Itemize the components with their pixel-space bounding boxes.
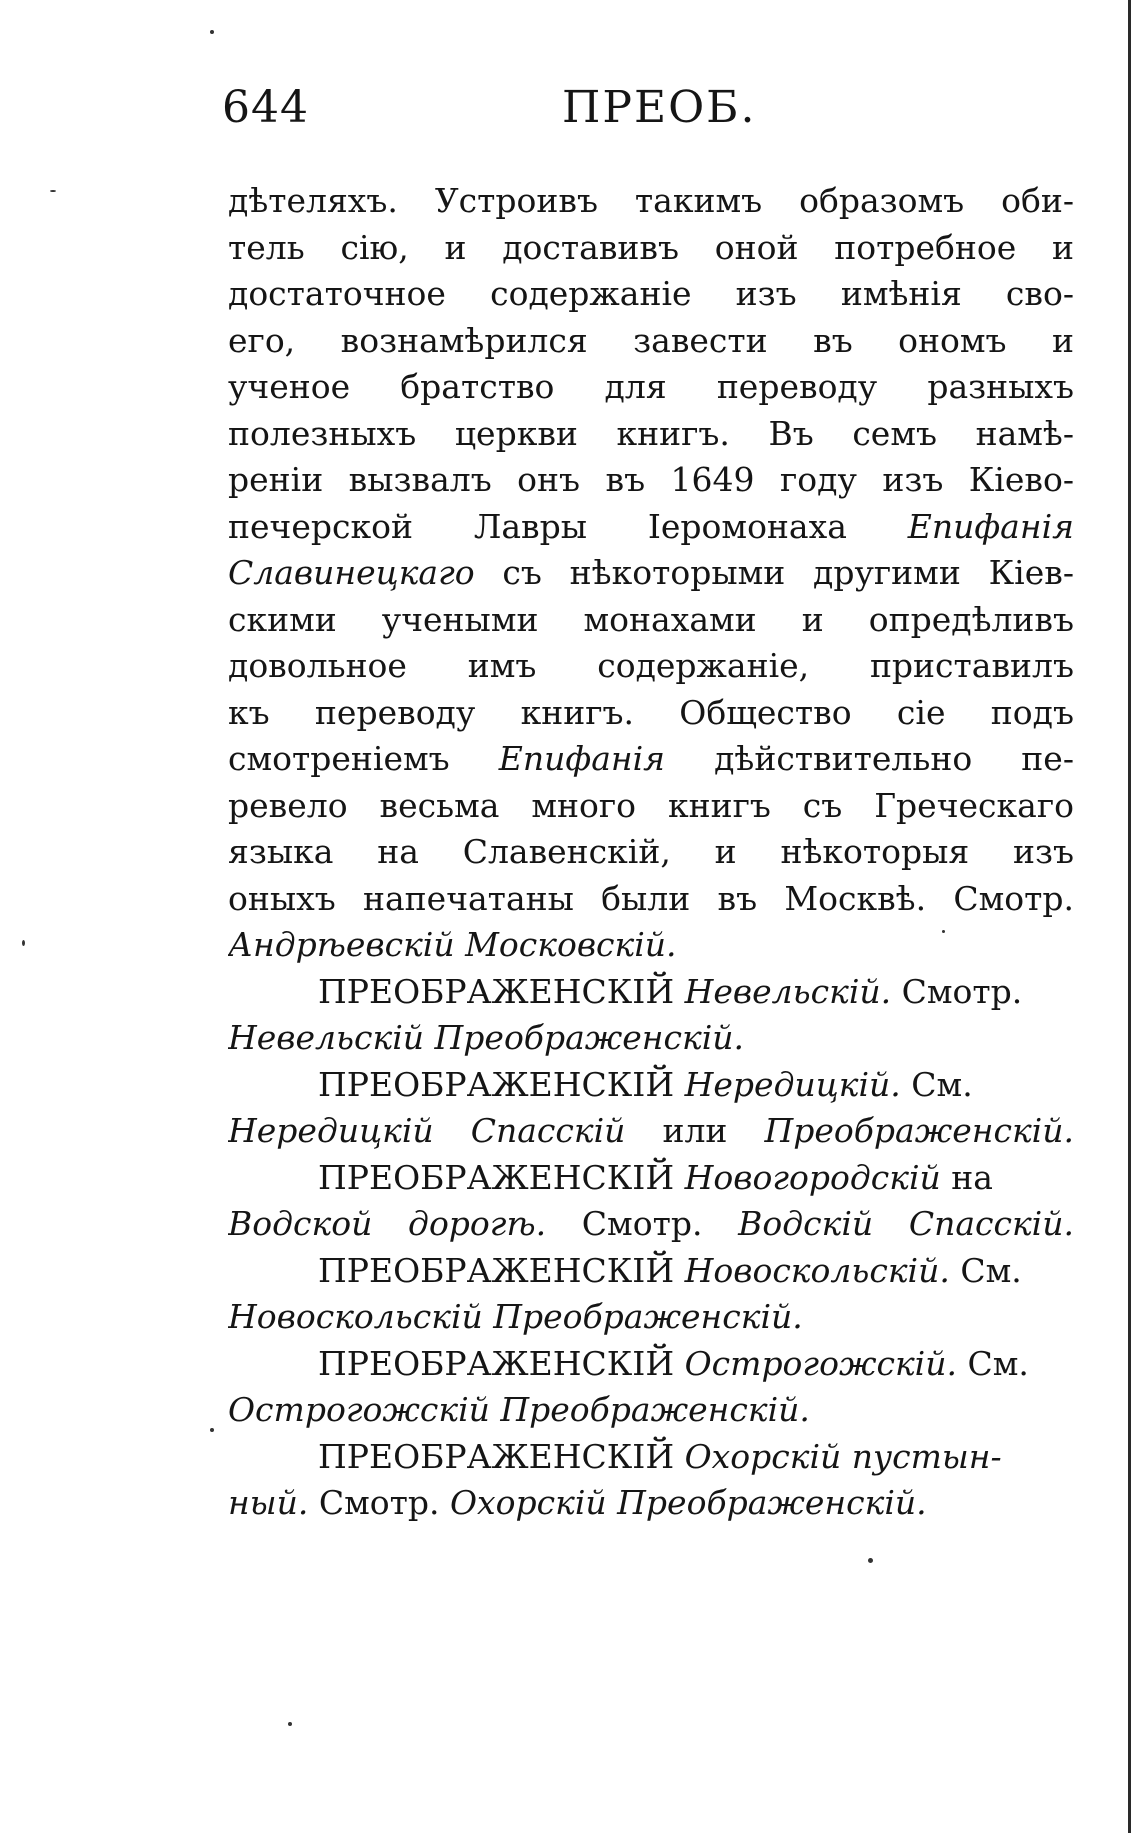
roman-text: довольное имъ содержаніе, приставилъ [228,646,1074,685]
roman-text: тель сію, и доставивъ оной потребное и [228,227,1074,267]
roman-text: ревело весьма много книгъ съ Греческаго [228,785,1074,825]
text-line [228,504,1074,551]
text-line [228,364,1074,411]
text-line [228,969,1074,1016]
roman-text: ПРЕОБРАЖЕНСКІЙ [318,971,685,1011]
roman-text: на [940,1157,993,1197]
roman-text: ПРЕОБРАЖЕНСКІЙ [318,1436,685,1476]
roman-text: полезныхъ церкви книгъ. Въ семъ намѣ- [228,413,1074,453]
text-line [228,736,1074,783]
text-line [228,1248,1074,1295]
roman-text: ПРЕОБРАЖЕНСКІЙ [318,1157,685,1197]
italic-text: Новоскольскій. [684,1250,950,1290]
roman-text: Смотр. [308,1483,450,1522]
text-line [228,1480,1074,1527]
text-line [228,1387,1074,1434]
roman-text: См. [956,1343,1029,1383]
roman-text: къ переводу книгъ. Общество сіе подъ [228,692,1074,732]
italic-text: Новоскольскій Преображенскій. [228,1297,803,1336]
italic-text: Преображенскій. [764,1111,1074,1150]
italic-text: Нередицкій. [684,1064,901,1104]
text-line [228,225,1074,272]
roman-text: Смотр. [546,1204,739,1243]
text-line [228,643,1074,690]
text-line [228,457,1074,504]
roman-text: См. [949,1250,1022,1290]
italic-text: Охорскій Преображенскій. [450,1483,927,1522]
text-line [228,271,1074,318]
roman-text: ПРЕОБРАЖЕНСКІЙ [318,1064,685,1104]
page-edge-shadow [1128,0,1131,1833]
text-line [228,783,1074,830]
text-line [228,1434,1074,1481]
italic-text: Нередицкій Спасскій [228,1111,626,1150]
italic-text: Епифанія [498,739,666,778]
roman-text: смотреніемъ [228,739,499,778]
running-head: ПРЕОБ. [562,82,757,133]
italic-text: Славинецкаго [228,553,475,592]
speck [50,190,56,192]
roman-text: ученое братство для переводу разныхъ [228,367,1074,406]
roman-text: См. [900,1064,973,1104]
italic-text: Епифанія [907,506,1074,546]
italic-text: Острогожскій. [684,1343,957,1383]
text-line [228,829,1074,876]
roman-text: дѣтеляхъ. Устроивъ такимъ образомъ оби- [228,181,1074,220]
roman-text: его, вознамѣрился завести въ ономъ и [228,320,1074,360]
italic-text: ный. [228,1483,309,1522]
text-line [228,1062,1074,1109]
text-line [228,1155,1074,1202]
text-line [228,1108,1074,1155]
speck [288,1722,292,1726]
italic-text: Охорскій пустын- [684,1436,1002,1476]
roman-text: скими учеными монахами и опредѣливъ [228,599,1074,639]
roman-text: съ нѣкоторыми другими Кіев- [474,553,1074,592]
text-line [228,1015,1074,1062]
text-line [228,550,1074,597]
page-number: 644 [222,82,309,133]
text-line [228,1201,1074,1248]
roman-text: ПРЕОБРАЖЕНСКІЙ [318,1343,685,1383]
text-line [228,178,1074,225]
speck [22,940,25,946]
italic-text: Невельскій. [684,971,892,1011]
roman-text: или [625,1111,765,1150]
speck [210,1428,214,1432]
roman-text: Смотр. [891,971,1023,1011]
body-text [228,178,1074,1527]
text-line [228,690,1074,737]
italic-text: Водскій Спасскій. [738,1204,1074,1243]
text-line [228,876,1074,923]
speck [210,30,214,34]
text-line [228,411,1074,458]
italic-text: Андрѣевскій Московскій. [228,925,677,964]
roman-text: ПРЕОБРАЖЕНСКІЙ [318,1250,685,1290]
speck [868,1558,873,1563]
text-line [228,597,1074,644]
text-line [228,1341,1074,1388]
roman-text: печерской Лавры Іеромонаха [228,506,908,546]
roman-text: оныхъ напечатаны были въ Москвѣ. Смотр. [228,878,1074,918]
roman-text: дѣйствительно пе- [665,739,1074,778]
italic-text: Водской дорогѣ. [228,1204,547,1243]
italic-text: Острогожскій Преображенскій. [228,1390,810,1429]
italic-text: Невельскій Преображенскій. [228,1018,745,1057]
roman-text: реніи вызвалъ онъ въ 1649 году изъ Кіево- [228,460,1074,499]
roman-text: языка на Славенскій, и нѣкоторыя изъ [228,832,1074,871]
text-line [228,1294,1074,1341]
text-line [228,922,1074,969]
roman-text: достаточное содержаніе изъ имѣнія сво- [228,274,1074,313]
speck [942,930,945,933]
text-line [228,318,1074,365]
italic-text: Новогородскій [684,1157,941,1197]
page-header [222,82,757,162]
